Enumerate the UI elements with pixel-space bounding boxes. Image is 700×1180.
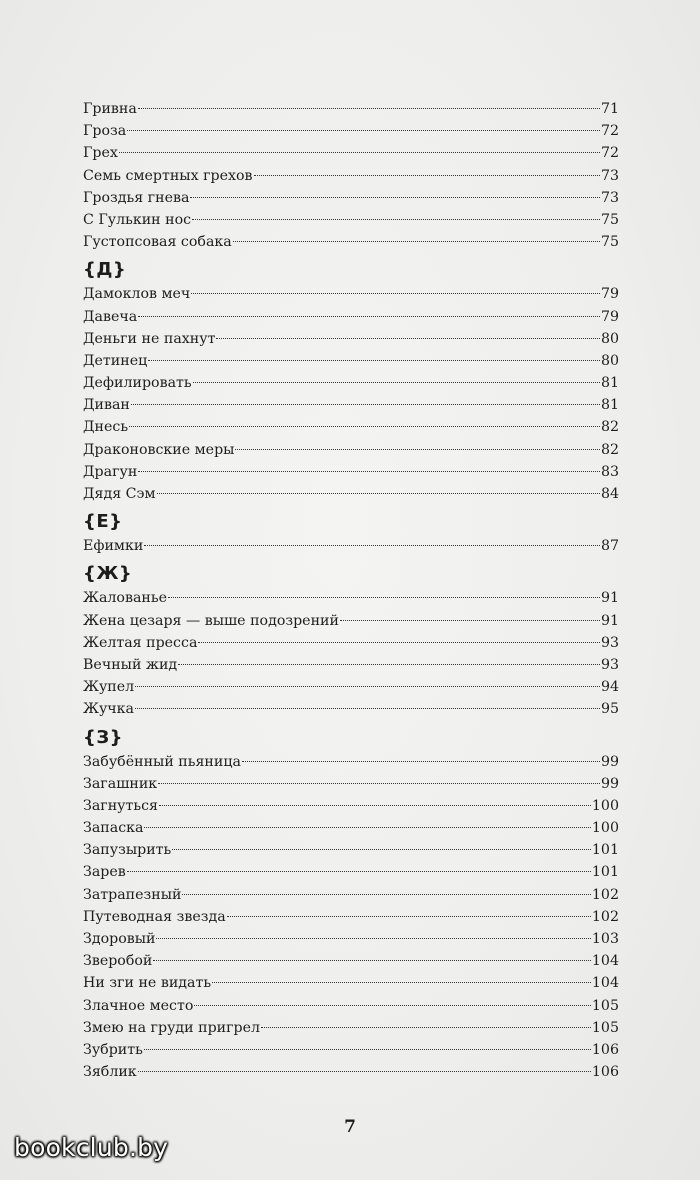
entry-page-number: 95 [600, 701, 619, 718]
entry-page-number: 79 [600, 308, 619, 325]
entry-title: С Гулькин нос [83, 211, 192, 228]
entry-title: Зяблик [83, 1064, 137, 1081]
entry-page-number: 72 [600, 123, 619, 140]
dot-leader [144, 1049, 591, 1050]
dot-leader [135, 708, 600, 709]
toc-entry [83, 795, 619, 817]
entry-page-number: 81 [600, 375, 619, 392]
entry-page-number: 105 [591, 997, 619, 1014]
toc-entry [83, 416, 619, 438]
entry-page-number: 102 [591, 908, 619, 925]
dot-leader [242, 761, 600, 762]
toc-entry [83, 972, 619, 994]
entry-title: Диван [83, 397, 130, 414]
dot-leader [254, 175, 600, 176]
entry-page-number: 79 [600, 286, 619, 303]
entry-page-number: 102 [591, 886, 619, 903]
toc-entry [83, 610, 619, 632]
entry-page-number: 72 [600, 145, 619, 162]
dot-leader [138, 471, 600, 472]
entry-title: Забубённый пьяница [83, 753, 241, 770]
table-of-contents [83, 98, 619, 1083]
dot-leader [148, 360, 600, 361]
dot-leader [191, 293, 600, 294]
entry-title: Жупел [83, 679, 135, 696]
dot-leader [138, 1071, 591, 1072]
entry-page-number: 87 [600, 538, 619, 555]
dot-leader [193, 382, 600, 383]
entry-page-number: 91 [600, 612, 619, 629]
toc-entry [83, 283, 619, 305]
section-heading: {Е} [83, 511, 123, 533]
toc-entry [83, 632, 619, 654]
entry-page-number: 105 [591, 1019, 619, 1036]
entry-title: Жучка [83, 701, 134, 718]
entry-title: Здоровый [83, 931, 156, 947]
site-watermark: bookclub.by [14, 1133, 169, 1162]
entry-title: Детинец [83, 352, 148, 369]
entry-page-number: 94 [600, 679, 619, 696]
toc-entry [83, 676, 619, 698]
dot-leader [153, 960, 591, 961]
toc-entry [83, 439, 619, 461]
entry-title: Густопсовая собака [83, 234, 232, 251]
dot-leader [192, 219, 600, 220]
dot-leader [127, 130, 600, 131]
entry-title: Зарев [83, 864, 126, 881]
toc-entry [83, 587, 619, 609]
entry-title: Жена цезаря — выше подозрений [83, 612, 339, 629]
dot-leader [178, 664, 600, 665]
toc-entry [83, 950, 619, 972]
entry-title: Загашник [83, 775, 158, 792]
entry-page-number: 100 [591, 797, 619, 814]
entry-page-number: 83 [600, 463, 619, 480]
dot-leader [144, 827, 590, 828]
entry-title: Семь смертных грехов [83, 167, 253, 184]
toc-entry [83, 839, 619, 861]
page-number: 7 [344, 1117, 356, 1137]
toc-entry [83, 306, 619, 328]
toc-entry [83, 209, 619, 231]
entry-page-number: 106 [591, 1064, 619, 1081]
toc-entry [83, 654, 619, 676]
entry-page-number: 101 [591, 864, 619, 881]
dot-leader [159, 805, 591, 806]
entry-title: Загнуться [83, 797, 159, 814]
entry-page-number: 100 [591, 820, 619, 837]
toc-entry [83, 328, 619, 350]
dot-leader [129, 426, 600, 427]
dot-leader [138, 316, 600, 317]
dot-leader [227, 916, 591, 917]
toc-entry [83, 1017, 619, 1039]
section-heading: {Ж} [83, 563, 133, 585]
toc-entry [83, 817, 619, 839]
dot-leader [131, 404, 600, 405]
entry-title: Давеча [83, 308, 138, 325]
entry-page-number: 104 [591, 953, 619, 970]
entry-title: Ефимки [83, 538, 144, 555]
toc-entry [83, 394, 619, 416]
toc-entry [83, 1039, 619, 1061]
section-heading: {З} [83, 726, 123, 748]
entry-page-number: 71 [600, 101, 619, 117]
entry-title: Грех [83, 145, 118, 162]
dot-leader [194, 1005, 591, 1006]
entry-page-number: 75 [600, 234, 619, 251]
entry-title: Запузырить [83, 842, 172, 859]
toc-entry [83, 1061, 619, 1083]
entry-page-number: 106 [591, 1041, 619, 1058]
entry-title: Злачное место [83, 997, 194, 1014]
entry-title: Деньги не пахнут [83, 330, 216, 347]
toc-entry [83, 698, 619, 720]
dot-leader [172, 849, 591, 850]
toc-entry [83, 187, 619, 209]
toc-entry [83, 884, 619, 906]
entry-title: Затрапезный [83, 886, 182, 903]
dot-leader [144, 545, 600, 546]
entry-page-number: 99 [600, 775, 619, 792]
entry-title: Змею на груди пригрел [83, 1019, 261, 1036]
entry-page-number: 82 [600, 441, 619, 458]
toc-entry [83, 906, 619, 928]
toc-entry [83, 350, 619, 372]
dot-leader [216, 338, 599, 339]
dot-leader [119, 152, 600, 153]
entry-page-number: 82 [600, 419, 619, 436]
dot-leader [157, 493, 600, 494]
entry-title: Дефилировать [83, 375, 192, 392]
entry-title: Гроздья гнева [83, 189, 190, 206]
entry-title: Гроза [83, 123, 127, 140]
toc-entry [83, 773, 619, 795]
dot-leader [212, 982, 591, 983]
entry-page-number: 73 [600, 189, 619, 206]
dot-leader [158, 783, 600, 784]
entry-page-number: 81 [600, 397, 619, 414]
entry-page-number: 73 [600, 167, 619, 184]
entry-title: Ни зги не видать [83, 975, 212, 992]
toc-entry [83, 120, 619, 142]
entry-title: Желтая пресса [83, 634, 198, 651]
entry-title: Дамоклов меч [83, 286, 191, 303]
entry-title: Жалованье [83, 590, 167, 607]
entry-page-number: 99 [600, 753, 619, 770]
toc-entry [83, 372, 619, 394]
entry-page-number: 104 [591, 975, 619, 992]
toc-entry [83, 861, 619, 883]
toc-entry [83, 461, 619, 483]
toc-entry [83, 995, 619, 1017]
dot-leader [182, 894, 590, 895]
entry-page-number: 103 [591, 931, 619, 947]
dot-leader [340, 620, 600, 621]
entry-title: Гривна [83, 101, 137, 117]
toc-entry [83, 928, 619, 950]
toc-entry [83, 142, 619, 164]
entry-page-number: 80 [600, 352, 619, 369]
dot-leader [190, 197, 600, 198]
dot-leader [168, 597, 600, 598]
toc-entry [83, 231, 619, 253]
entry-title: Вечный жид [83, 656, 178, 673]
toc-entry [83, 535, 619, 557]
entry-page-number: 93 [600, 656, 619, 673]
dot-leader [156, 938, 590, 939]
entry-title: Дядя Сэм [83, 486, 156, 502]
entry-page-number: 101 [591, 842, 619, 859]
dot-leader [261, 1027, 591, 1028]
entry-title: Днесь [83, 419, 129, 436]
entry-title: Драгун [83, 463, 138, 480]
entry-page-number: 80 [600, 330, 619, 347]
entry-page-number: 75 [600, 211, 619, 228]
dot-leader [135, 686, 600, 687]
entry-title: Зверобой [83, 953, 153, 970]
entry-title: Зубрить [83, 1041, 143, 1058]
toc-entry [83, 751, 619, 773]
dot-leader [138, 108, 600, 109]
entry-title: Запаска [83, 820, 144, 837]
entry-page-number: 84 [600, 486, 619, 502]
entry-page-number: 91 [600, 590, 619, 607]
section-heading: {Д} [83, 259, 127, 281]
dot-leader [233, 241, 600, 242]
toc-entry [83, 483, 619, 505]
entry-title: Драконовские меры [83, 441, 235, 458]
dot-leader [235, 449, 599, 450]
entry-title: Путеводная звезда [83, 908, 226, 925]
dot-leader [127, 871, 591, 872]
toc-entry [83, 165, 619, 187]
toc-entry [83, 98, 619, 120]
dot-leader [198, 642, 600, 643]
entry-page-number: 93 [600, 634, 619, 651]
